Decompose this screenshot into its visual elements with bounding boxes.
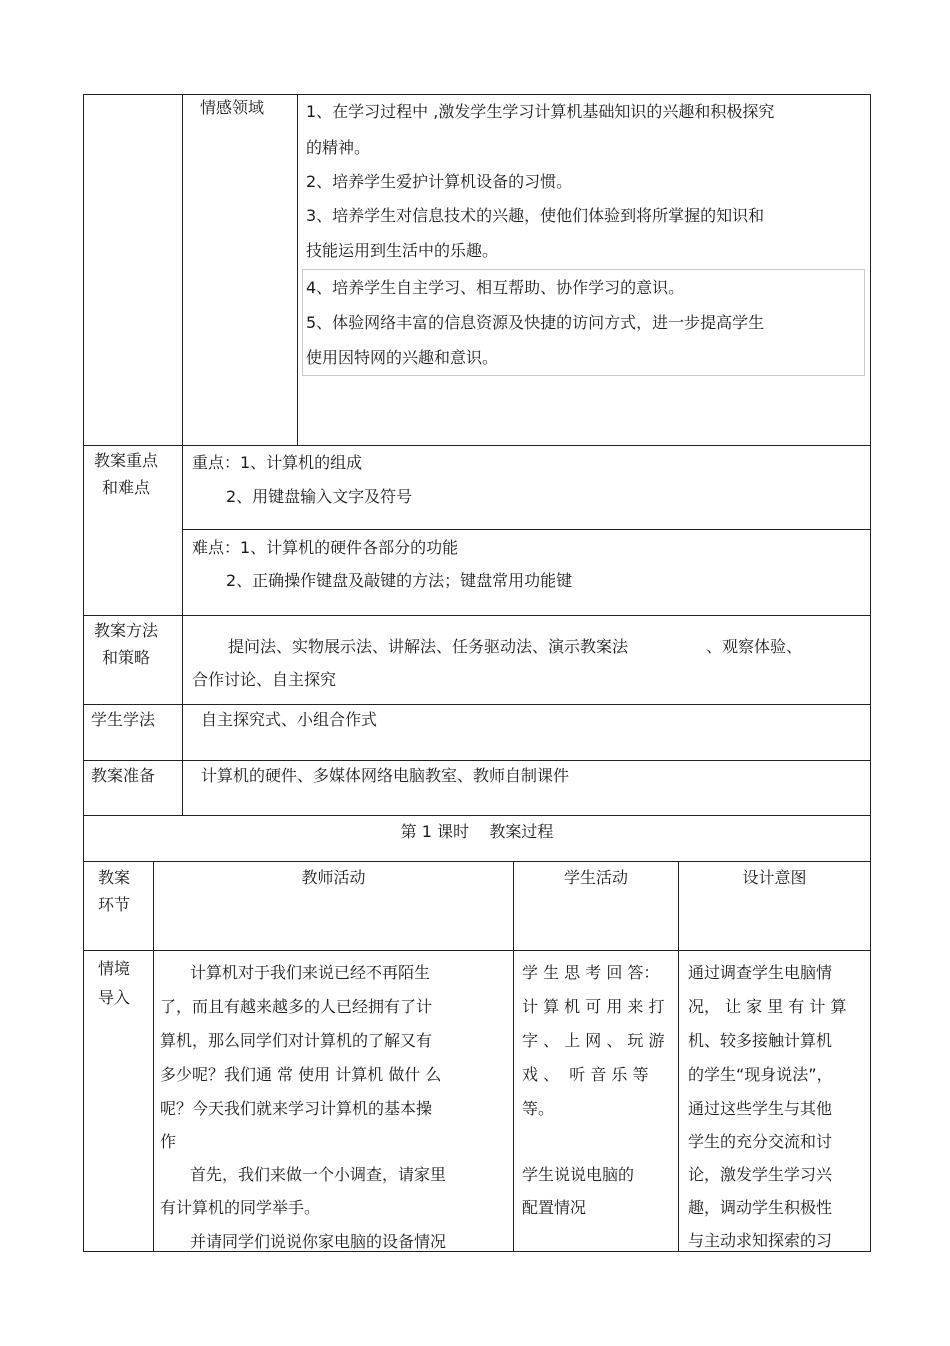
affective-line: 使用因特网的兴趣和意识。 [306, 348, 499, 367]
table-top-border [83, 94, 871, 95]
teacher-line: 作 [160, 1132, 177, 1151]
teacher-line: 有计算机的同学举手。 [160, 1198, 321, 1217]
row-divider [83, 950, 871, 951]
design-line: 通过这些学生与其他 [688, 1099, 833, 1118]
student-line: 字 、 上 网 、 玩 游 [522, 1031, 665, 1050]
stage-cell: 情境 [98, 959, 131, 978]
lesson-title: 第 1 课时 教案过程 [400, 822, 554, 841]
divider [182, 94, 183, 445]
row-divider [83, 760, 871, 761]
affective-line: 4、培养学生自主学习、相互帮助、协作学习的意识。 [306, 278, 685, 297]
student-method-label: 学生学法 [91, 710, 156, 729]
design-header: 设计意图 [742, 868, 807, 887]
difficulty-line: 2、正确操作键盘及敲键的方法；键盘常用功能键 [226, 571, 573, 590]
methods-line: 、观察体验、 [706, 637, 803, 656]
affective-line: 的精神。 [306, 138, 371, 157]
teacher-line: 多少呢？我们通 常 使用 计算机 做什 么 [160, 1065, 442, 1084]
teacher-line: 首先，我们来做一个小调查，请家里 [190, 1165, 447, 1184]
design-line: 况， 让 家 里 有 计 算 [688, 997, 847, 1016]
preparation-label: 教案准备 [91, 766, 156, 785]
teacher-header: 教师活动 [301, 868, 366, 887]
student-method-value: 自主探究式、小组合作式 [201, 710, 378, 729]
stage-header: 教案 [98, 868, 131, 887]
affective-line: 3、培养学生对信息技术的兴趣，使他们体验到将所掌握的知识和 [306, 206, 765, 225]
key-points-label: 教案重点 [94, 451, 159, 470]
teacher-line: 呢？今天我们就来学习计算机的基本操 [160, 1099, 433, 1118]
design-line: 的学生“现身说法”， [688, 1065, 833, 1084]
row-divider [83, 445, 871, 446]
affective-line: 5、体验网络丰富的信息资源及快捷的访问方式，进一步提高学生 [306, 313, 765, 332]
divider [513, 861, 514, 1252]
focus-line: 2、用键盘输入文字及符号 [226, 487, 413, 506]
teacher-line: 算机，那么同学们对计算机的了解又有 [160, 1031, 433, 1050]
divider [153, 861, 154, 1252]
student-line: 配置情况 [522, 1198, 587, 1217]
row-divider [83, 704, 871, 705]
design-line: 与主动求知探索的习 [688, 1231, 833, 1250]
teacher-line: 并请同学们说说你家电脑的设备情况 [190, 1232, 447, 1251]
methods-label: 和策略 [102, 648, 151, 667]
preparation-value: 计算机的硬件、多媒体网络电脑教室、教师自制课件 [201, 766, 570, 785]
focus-line: 重点：1、计算机的组成 [192, 453, 363, 472]
student-line: 学 生 思 考 回 答： [522, 963, 660, 982]
table-left-border [83, 94, 84, 1252]
design-line: 趣，调动学生积极性 [688, 1198, 833, 1217]
student-line: 等。 [522, 1099, 555, 1118]
affective-line: 1、在学习过程中 ,激发学生学习计算机基础知识的兴趣和积极探究 [306, 102, 775, 121]
row-divider [83, 615, 871, 616]
teacher-line: 了，而且有越来越多的人已经拥有了计 [160, 997, 433, 1016]
student-line: 学生说说电脑的 [522, 1165, 635, 1184]
affective-line: 技能运用到生活中的乐趣。 [306, 241, 499, 260]
stage-header: 环节 [98, 895, 131, 914]
student-line: 计 算 机 可 用 来 打 [522, 997, 665, 1016]
row-divider [182, 529, 871, 530]
key-points-label: 和难点 [102, 478, 151, 497]
methods-line: 提问法、实物展示法、讲解法、任务驱动法、演示教案法 [228, 637, 629, 656]
row-divider [83, 815, 871, 816]
methods-line: 合作讨论、自主探究 [192, 670, 337, 689]
teacher-line: 计算机对于我们来说已经不再陌生 [190, 963, 431, 982]
stage-cell: 导入 [98, 988, 131, 1007]
student-header: 学生活动 [563, 868, 628, 887]
design-line: 通过调查学生电脑情 [688, 963, 833, 982]
divider [297, 94, 298, 445]
design-line: 论，激发学生学习兴 [688, 1165, 833, 1184]
design-line: 学生的充分交流和讨 [688, 1132, 833, 1151]
design-line: 机、较多接触计算机 [688, 1031, 833, 1050]
methods-label: 教案方法 [94, 621, 159, 640]
table-right-border [870, 94, 871, 1252]
student-line: 戏 、 听 音 乐 等 [522, 1065, 649, 1084]
divider [678, 861, 679, 1252]
difficulty-line: 难点：1、计算机的硬件各部分的功能 [192, 538, 459, 557]
affective-line: 2、培养学生爱护计算机设备的习惯。 [306, 172, 573, 191]
affective-label: 情感领域 [200, 98, 265, 117]
row-divider [83, 861, 871, 862]
